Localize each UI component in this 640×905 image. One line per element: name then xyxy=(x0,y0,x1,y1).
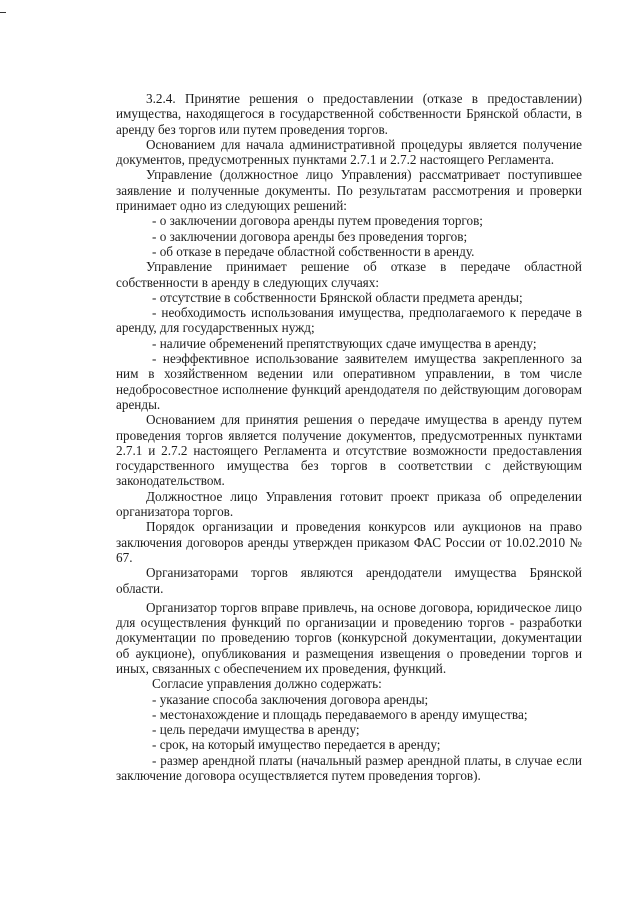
list-item-decision-2: - о заключении договора аренды без проведения торгов; xyxy=(152,228,468,244)
list-item-decision-3: - об отказе в передаче областной собственности в аренду. xyxy=(152,243,475,259)
paragraph-review: Управление (должностное лицо Управления) рассматривает поступившее заявление и полученные документы. По результатам рассмотрения и проверки принимает одно из следующих решений: xyxy=(116,167,582,214)
section-heading-3-2-4: 3.2.4. Принятие решения о предоставлении (отказе в предоставлении) имущества, находящегося в государственной собственности Брянской области, в аренду без торгов или путем проведения торгов. xyxy=(116,91,582,137)
list-item-refusal-4: - неэффективное использование заявителем имущества закрепленного за ним в хозяйственном ведении или оперативном управлении, в том числе недобросовестное исполнение функций арендодателя по действующим договорам аренды. xyxy=(116,351,582,412)
list-item-consent-2: - местонахождение и площадь передаваемого в аренду имущества; xyxy=(152,706,528,722)
list-item-refusal-1: - отсутствие в собственности Брянской области предмета аренды; xyxy=(152,289,523,305)
list-item-refusal-3: - наличие обременений препятствующих сдаче имущества в аренду; xyxy=(152,335,537,351)
document-page xyxy=(116,91,582,783)
paragraph-fas-order: Порядок организации и проведения конкурсов или аукционов на право заключения договоров аренды утвержден приказом ФАС России от 10.02.2010 № 67. xyxy=(116,519,582,565)
paragraph-basis: Основанием для начала административной процедуры является получение документов, предусмотренных пунктами 2.7.1 и 2.7.2 настоящего Регламента. xyxy=(116,136,582,168)
list-item-decision-1: - о заключении договора аренды путем проведения торгов; xyxy=(152,213,483,229)
list-item-consent-4: - срок, на который имущество передается в аренду; xyxy=(152,737,441,753)
paragraph-order-draft: Должностное лицо Управления готовит проект приказа об определении организатора торгов. xyxy=(116,488,582,520)
paragraph-refusal-cases: Управление принимает решение об отказе в передаче областной собственности в аренду в следующих случаях: xyxy=(116,259,582,290)
scan-edge-mark xyxy=(0,12,6,13)
paragraph-consent-contents: Согласие управления должно содержать: xyxy=(152,676,382,692)
list-item-consent-5: - размер арендной платы (начальный размер арендной платы, в случае если заключение договора осуществляется путем проведения торгов). xyxy=(116,752,582,784)
paragraph-organizer-rights: Организатор торгов вправе привлечь, на основе договора, юридическое лицо для осуществления функций по организации и проведению торгов - разработки документации по проведению торгов (конкурсной документации, документации об аукционе), опубликования и размещения извещения о проведении торгов и иных, связанных с обеспечением их проведения, функций. xyxy=(116,599,582,676)
list-item-consent-1: - указание способа заключения договора аренды; xyxy=(152,691,429,707)
list-item-consent-3: - цель передачи имущества в аренду; xyxy=(152,722,360,738)
paragraph-organizers: Организаторами торгов являются арендодатели имущества Брянской области. xyxy=(116,565,582,596)
paragraph-tender-basis: Основанием для принятия решения о передаче имущества в аренду путем проведения торгов является получение документов, предусмотренных пунктами 2.7.1 и 2.7.2 настоящего Регламента и отсутствие возможности предоставления государственного имущества без торгов в соответствии с действующим законодательством. xyxy=(116,412,582,489)
list-item-refusal-2: - необходимость использования имущества, предполагаемого к передаче в аренду, для государственных нужд; xyxy=(116,305,582,336)
